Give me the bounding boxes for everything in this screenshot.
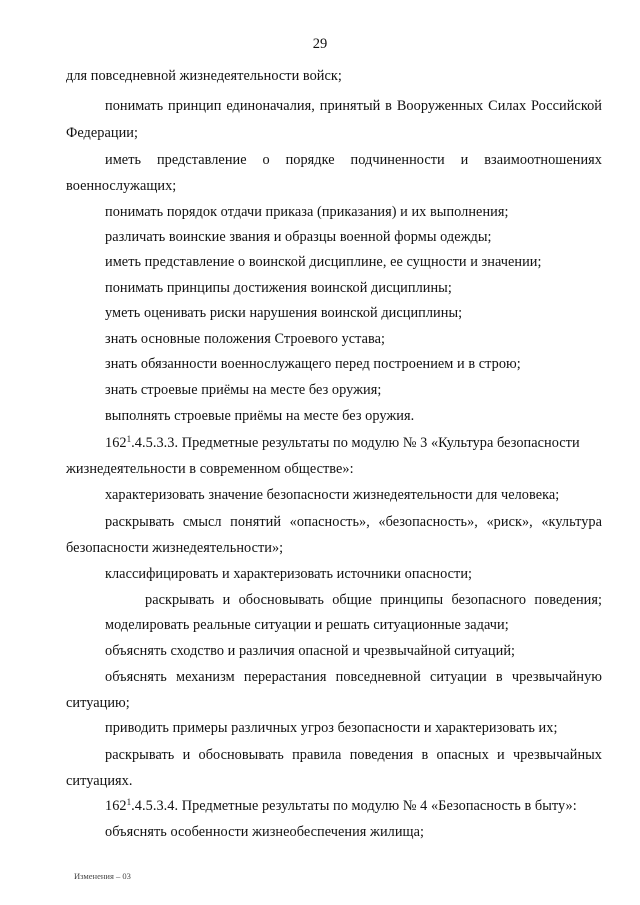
- section-heading-3: [105, 434, 580, 452]
- page-footer: Изменения – 03: [74, 871, 131, 881]
- text-line: для повседневной жизнедеятельности войск;: [66, 68, 342, 84]
- text-line: выполнять строевые приёмы на месте без оружия.: [105, 408, 415, 424]
- text-line: раскрывать и обосновывать общие принципы безопасного поведения;: [145, 592, 602, 608]
- text-line: понимать принципы достижения воинской дисциплины;: [105, 280, 452, 296]
- text-line: понимать порядок отдачи приказа (приказания) и их выполнения;: [105, 204, 509, 220]
- text-line: объяснять сходство и различия опасной и чрезвычайной ситуаций;: [105, 643, 516, 659]
- section-superscript: 1: [126, 797, 132, 807]
- page-number: 29: [312, 36, 328, 52]
- text-line: объяснять особенности жизнеобеспечения жилища;: [105, 824, 425, 840]
- section-heading-4: [105, 797, 577, 815]
- section-text: .4.5.3.3. Предметные результаты по модулю № 3 «Культура безопасности: [131, 435, 580, 451]
- text-line: иметь представление о порядке подчиненности и взаимоотношениях: [105, 152, 602, 168]
- text-line: безопасности жизнедеятельности»;: [66, 540, 284, 556]
- text-line: характеризовать значение безопасности жизнедеятельности для человека;: [105, 487, 560, 503]
- text-line: различать воинские звания и образцы военной формы одежды;: [105, 229, 492, 245]
- section-text: .4.5.3.4. Предметные результаты по модулю № 4 «Безопасность в быту»:: [131, 798, 577, 814]
- section-number: 162: [105, 798, 127, 814]
- text-line: понимать принцип единоначалия, принятый в Вооруженных Силах Российской: [105, 98, 602, 114]
- text-line: ситуацию;: [66, 695, 130, 711]
- text-line: уметь оценивать риски нарушения воинской дисциплины;: [105, 305, 463, 321]
- text-line: знать обязанности военнослужащего перед построением и в строю;: [105, 356, 521, 372]
- text-line: моделировать реальные ситуации и решать ситуационные задачи;: [105, 617, 509, 633]
- text-line: знать основные положения Строевого устава;: [105, 331, 386, 347]
- text-line: раскрывать и обосновывать правила поведения в опасных и чрезвычайных: [105, 747, 602, 763]
- text-line: объяснять механизм перерастания повседневной ситуации в чрезвычайную: [105, 669, 602, 685]
- text-line: классифицировать и характеризовать источники опасности;: [105, 566, 473, 582]
- text-line: приводить примеры различных угроз безопасности и характеризовать их;: [105, 720, 558, 736]
- text-line: военнослужащих;: [66, 178, 177, 194]
- text-line: раскрывать смысл понятий «опасность», «безопасность», «риск», «культура: [105, 514, 602, 530]
- text-line: Федерации;: [66, 125, 138, 141]
- text-line: иметь представление о воинской дисциплине, ее сущности и значении;: [105, 254, 542, 270]
- text-line: знать строевые приёмы на месте без оружия;: [105, 382, 382, 398]
- text-line: ситуациях.: [66, 773, 133, 789]
- section-superscript: 1: [126, 434, 132, 444]
- text-line: жизнедеятельности в современном обществе»:: [66, 461, 354, 477]
- section-number: 162: [105, 435, 127, 451]
